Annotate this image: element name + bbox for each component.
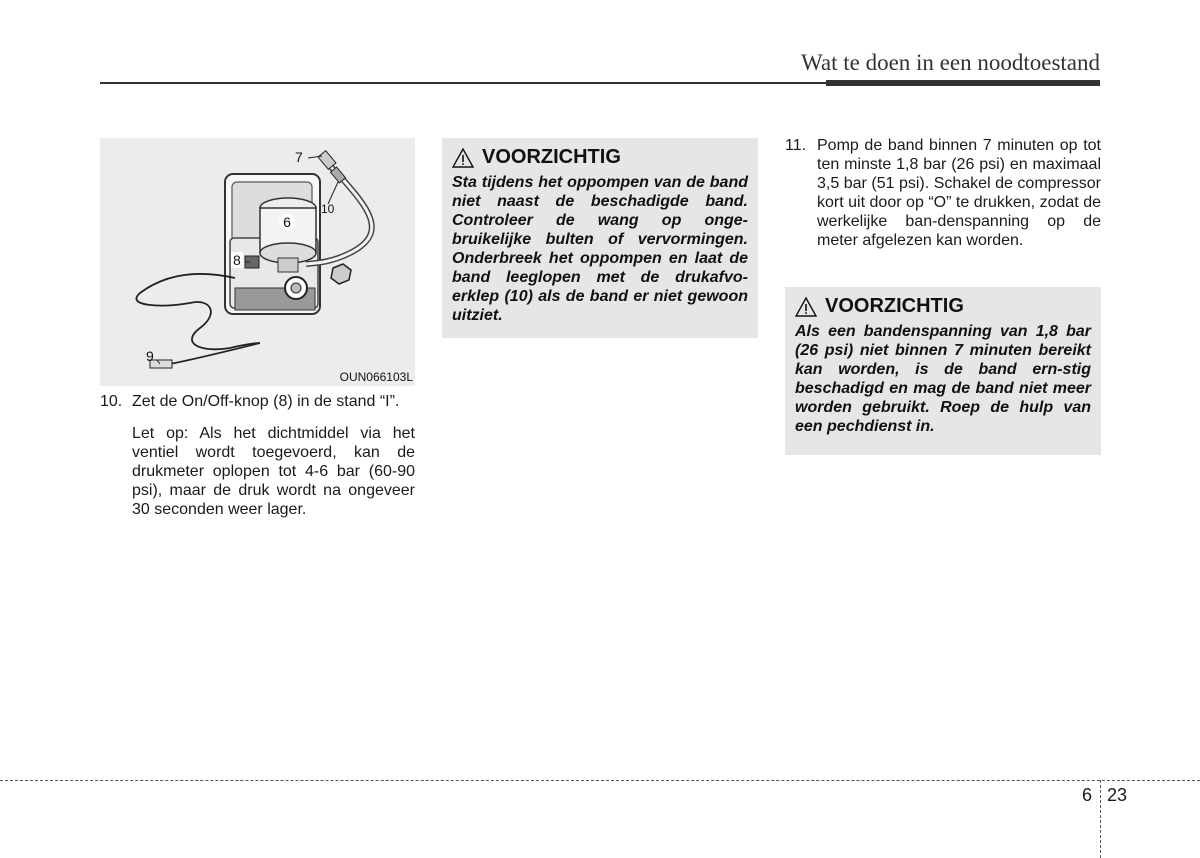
warning-triangle-icon (452, 148, 474, 168)
tire-kit-illustration (100, 138, 415, 386)
callout-9: 9 (146, 348, 154, 364)
column-1-text (100, 392, 415, 519)
caution-box-2 (785, 287, 1101, 455)
chapter-number: 6 (1081, 785, 1092, 805)
callout-8: 8 (233, 252, 241, 268)
warning-triangle-icon (795, 297, 817, 317)
page-number: 23 (1107, 785, 1128, 805)
caution-box-1 (442, 138, 758, 338)
step-text: Pomp de band binnen 7 minuten op tot ten minste 1,8 bar (26 psi) en maximaal 3,5 bar (51 psi). Schakel de compressor kort uit door op “O” te drukken, zodat de werkelijke ban-denspanning op de meter afgelezen kan worden. (817, 137, 1101, 249)
callout-6: 6 (279, 214, 295, 230)
step-text: Zet de On/Off-knop (8) in de stand “I”. (132, 393, 400, 410)
caution-header (795, 295, 1091, 318)
caution-text: Als een bandenspanning van 1,8 bar (26 psi) niet binnen 7 minuten bereikt kan worden, is de band ern-stig beschadigd en mag de band niet meer worden gebruikt. Roep de hulp van een pechdienst in. (795, 323, 1091, 435)
header-rule-accent (826, 80, 1100, 86)
callout-7: 7 (295, 149, 303, 165)
step-number: 11. (785, 137, 807, 154)
footer-divider (1100, 780, 1101, 858)
page-header-title: Wat te doen in een noodtoestand (801, 50, 1100, 75)
footer-rule (0, 780, 1200, 781)
step-10 (100, 392, 415, 411)
callout-10: 10 (321, 202, 335, 216)
step-note: Let op: Als het dichtmiddel via het ventiel wordt toegevoerd, kan de drukmeter oplopen tot 4-6 bar (60-90 psi), maar de druk wordt na ongeveer 30 seconden weer lager. (132, 425, 415, 518)
figure-code: OUN066103L (339, 370, 413, 384)
step-11 (785, 136, 1101, 250)
step-number: 10. (100, 393, 123, 410)
column-3-text (785, 136, 1101, 250)
caution-header (452, 146, 748, 169)
caution-title: VOORZICHTIG (825, 295, 964, 317)
caution-text: Sta tijdens het oppompen van de band niet naast de beschadigde band. Controleer de wang op onge-bruikelijke bulten of vervormingen. Onderbreek het oppompen en laat de band leeglopen met de drukafvo-erklep (10) als de band er niet gewoon uitziet. (452, 174, 748, 324)
caution-title: VOORZICHTIG (482, 146, 621, 168)
